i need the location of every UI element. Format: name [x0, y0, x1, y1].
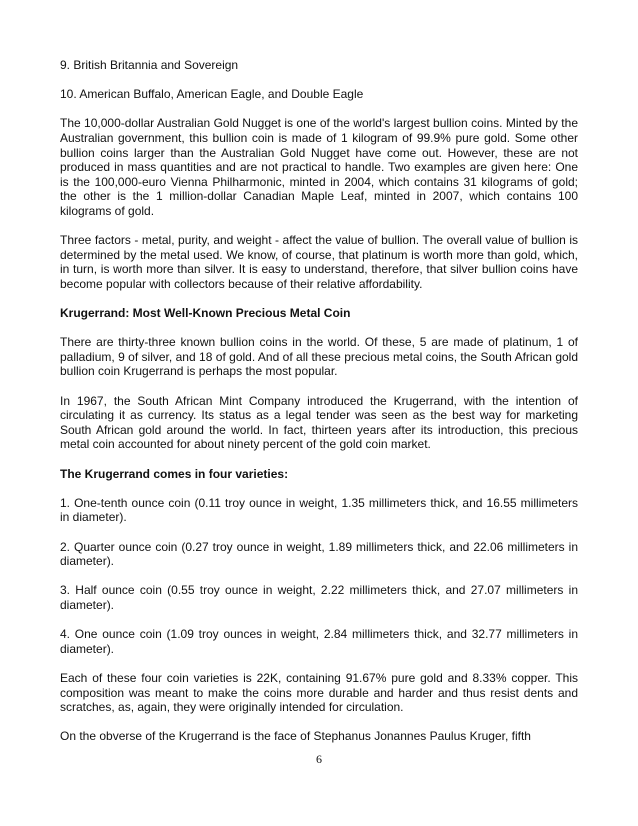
paragraph-gold-nugget: The 10,000-dollar Australian Gold Nugget is one of the world's largest bullion coins. Minted by the Australian government, this bullion coin is made of 1 kilogram of 99.9% pure gold. Some other bullion coins larger than the Australian Gold Nugget have come out. However, these are not produced in mass quantities and are not practical to handle. Two examples are given here: One is the 100,000-euro Vienna Philharmonic, minted in 2004, which contains 31 kilograms of gold; the other is the 1 million-dollar Canadian Maple Leaf, minted in 2007, which contains 100 kilograms of gold.	[60, 116, 578, 218]
paragraph-obverse: On the obverse of the Krugerrand is the face of Stephanus Jonannes Paulus Kruger, fifth	[60, 729, 531, 744]
paragraph-three-factors: Three factors - metal, purity, and weight - affect the value of bullion. The overall value of bullion is determined by the metal used. We know, of course, that platinum is worth more than gold, which, in turn, is worth more than silver. It is easy to understand, therefore, that silver bullion coins have become popular with collectors because of their relative affordability.	[60, 233, 578, 291]
paragraph-thirty-three-coins: There are thirty-three known bullion coins in the world. Of these, 5 are made of platinum, 1 of palladium, 9 of silver, and 18 of gold. And of all these precious metal coins, the South African gold bullion coin Krugerrand is perhaps the most popular.	[60, 335, 578, 379]
variety-item-half-ounce: 3. Half ounce coin (0.55 troy ounce in weight, 2.22 millimeters thick, and 27.07 millimeters in diameter).	[60, 583, 578, 612]
paragraph-22k-composition: Each of these four coin varieties is 22K, containing 91.67% pure gold and 8.33% copper. This composition was meant to make the coins more durable and harder and thus resist dents and scratches, as, again, they were originally intended for circulation.	[60, 670, 578, 715]
list-item-american-buffalo: 10. American Buffalo, American Eagle, and Double Eagle	[60, 87, 364, 102]
page-number: 6	[316, 752, 322, 766]
paragraph-1967-introduction: In 1967, the South African Mint Company introduced the Krugerrand, with the intention of circulating it as currency. Its status as a legal tender was seen as the best way for marketing South African gold around the world. In fact, thirteen years after its introduction, this precious metal coin accounted for about ninety percent of the gold coin market.	[60, 393, 578, 452]
document-page	[60, 58, 578, 759]
section-heading-varieties: The Krugerrand comes in four varieties:	[60, 466, 289, 481]
list-item-british-britannia: 9. British Britannia and Sovereign	[60, 58, 239, 72]
variety-item-quarter-ounce: 2. Quarter ounce coin (0.27 troy ounce in weight, 1.89 millimeters thick, and 22.06 millimeters in diameter).	[60, 539, 578, 569]
variety-item-tenth-ounce: 1. One-tenth ounce coin (0.11 troy ounce in weight, 1.35 millimeters thick, and 16.55 millimeters in diameter).	[60, 495, 578, 525]
variety-item-one-ounce: 4. One ounce coin (1.09 troy ounces in weight, 2.84 millimeters thick, and 32.77 millimeters in diameter).	[60, 627, 578, 656]
section-heading-krugerrand: Krugerrand: Most Well-Known Precious Metal Coin	[60, 306, 351, 321]
